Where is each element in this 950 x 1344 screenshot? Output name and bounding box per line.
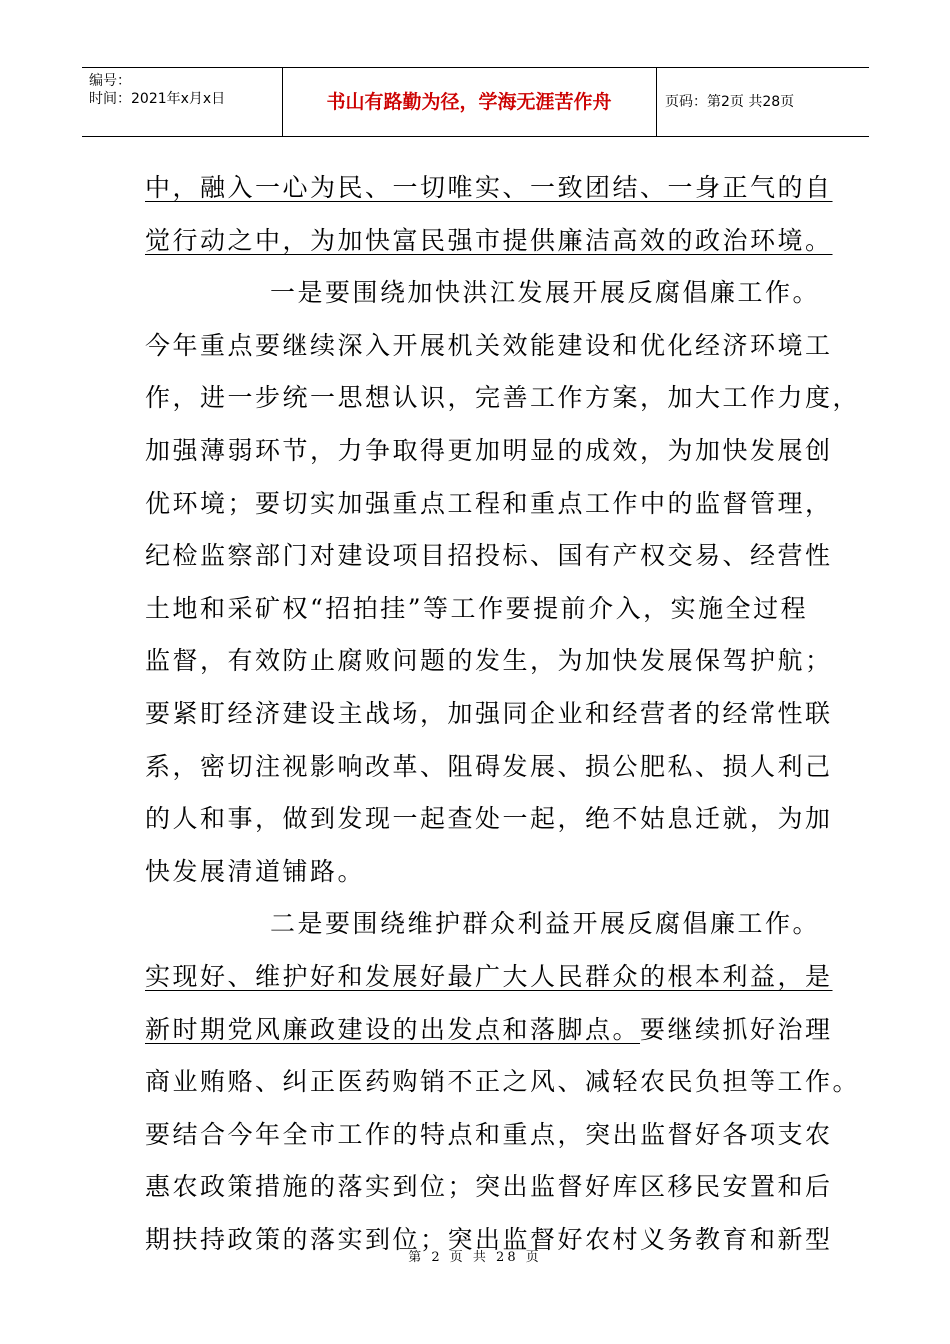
body-line: 惠农政策措施的落实到位；突出监督好库区移民安置和后: [145, 1172, 833, 1202]
body-line: 快发展清道铺路。: [145, 856, 366, 886]
body-line: 商业贿赂、纠正医药购销不正之风、减轻农民负担等工作。: [145, 1067, 861, 1097]
body-line: 监督，有效防止腐败问题的发生，为加快发展保驾护航；: [145, 646, 833, 676]
document-code-label: 编号：: [89, 73, 131, 89]
document-date: 时间：2021年x月x日: [89, 91, 226, 107]
page-footer: 第 2 页 共 28 页: [408, 1250, 542, 1265]
body-line-mixed: [145, 1004, 833, 1057]
body-line: 觉行动之中，为加快富民强市提供廉洁高效的政治环境。: [145, 225, 833, 255]
underlined-phrase: 新时期党风廉政建设的出发点和落脚点。: [145, 1014, 641, 1044]
body-line: 实现好、维护好和发展好最广大人民群众的根本利益，是: [145, 961, 833, 991]
page-header: [82, 67, 869, 137]
body-line: 要紧盯经济建设主战场，加强同企业和经营者的经常性联: [145, 698, 833, 728]
body-line-continuation: 要继续抓好治理: [640, 1014, 833, 1044]
body-line: 今年重点要继续深入开展机关效能建设和优化经济环境工: [145, 330, 833, 360]
body-line: 优环境；要切实加强重点工程和重点工作中的监督管理，: [145, 488, 833, 518]
header-motto: 书山有路勤为径，学海无涯苦作舟: [282, 68, 657, 136]
body-line: 作，进一步统一思想认识，完善工作方案，加大工作力度，: [145, 383, 861, 413]
body-line: 中，融入一心为民、一切唯实、一致团结、一身正气的自: [145, 173, 833, 202]
body-line: 要结合今年全市工作的特点和重点，突出监督好各项支农: [145, 1119, 833, 1149]
body-line: 加强薄弱环节，力争取得更加明显的成效，为加快发展创: [145, 435, 833, 465]
body-line: 系，密切注视影响改革、阻碍发展、损公肥私、损人利己: [145, 751, 833, 781]
section-heading-2: 二是要围绕维护群众利益开展反腐倡廉工作。: [270, 909, 821, 939]
document-body: [145, 162, 861, 1266]
body-line: 期扶持政策的落实到位；突出监督好农村义务教育和新型: [145, 1224, 833, 1254]
header-page-info: 页码：第2页 共28页: [665, 94, 795, 110]
body-line: 纪检监察部门对建设项目招投标、国有产权交易、经营性: [145, 541, 833, 571]
body-line: 的人和事，做到发现一起查处一起，绝不姑息迁就，为加: [145, 804, 833, 834]
section-heading-1: 一是要围绕加快洪江发展开展反腐倡廉工作。: [270, 278, 821, 308]
body-line: 土地和采矿权“招拍挂”等工作要提前介入，实施全过程: [145, 593, 809, 623]
header-meta-cell: [82, 68, 283, 136]
